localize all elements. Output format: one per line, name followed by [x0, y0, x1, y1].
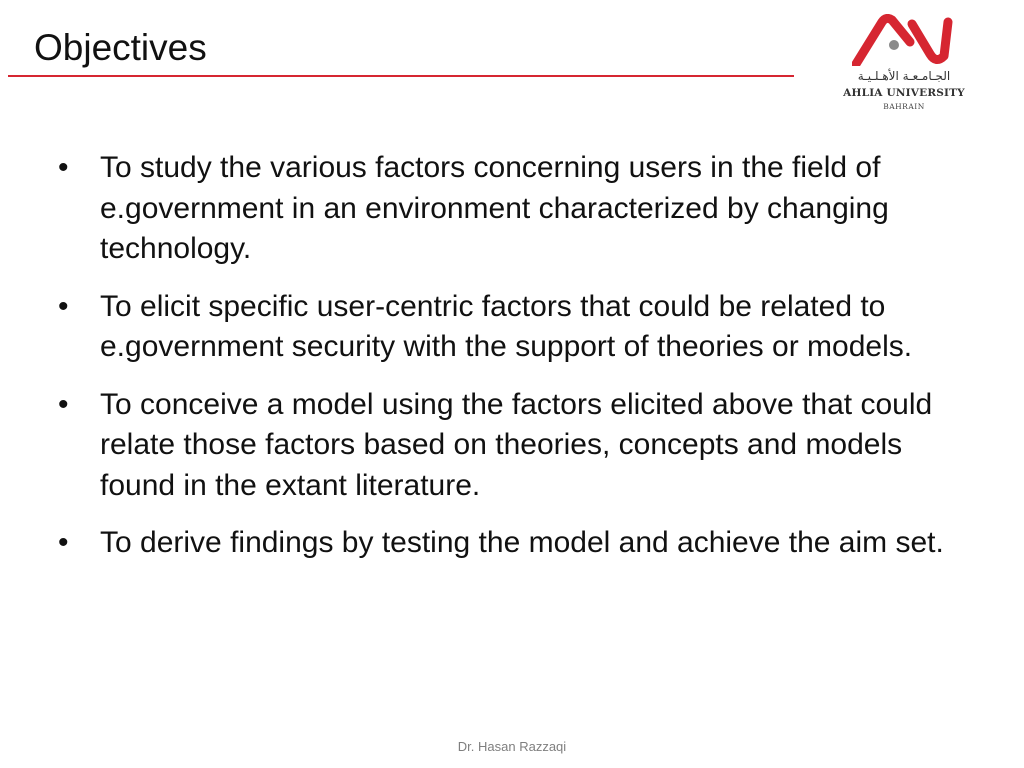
bullet-text: To elicit specific user-centric factors that could be related to e.government security with the support of theories or models.: [100, 289, 913, 363]
bullet-text: To conceive a model using the factors elicited above that could relate those factors based on theories, concepts and models found in the extant literature.: [100, 387, 933, 502]
bullet-text: To derive findings by testing the model and achieve the aim set.: [100, 526, 944, 559]
list-item: [58, 523, 978, 564]
bullet-icon: •: [58, 526, 69, 559]
bullet-icon: •: [58, 151, 69, 184]
bullet-icon: •: [58, 289, 69, 323]
logo-university-name: AHLIA UNIVERSITY: [843, 87, 965, 99]
bullet-text: To study the various factors concerning users in the field of e.government in an environment characterized by changing technology.: [100, 151, 889, 265]
list-item: [58, 148, 978, 270]
slide-footer-author: Dr. Hasan Razzaqi: [457, 739, 567, 754]
slide-title: Objectives: [34, 27, 207, 68]
list-item: [58, 385, 978, 507]
logo-country: BAHRAIN: [883, 102, 925, 111]
ahlia-university-logo: [838, 14, 970, 116]
list-item: [58, 287, 978, 368]
objectives-list: [58, 148, 978, 564]
title-underline: [8, 75, 794, 77]
logo-arabic-name: الجـامـعـة الأهـلـيـة: [857, 69, 951, 83]
bullet-icon: •: [58, 387, 69, 421]
ahlia-logo-icon: [852, 14, 954, 66]
